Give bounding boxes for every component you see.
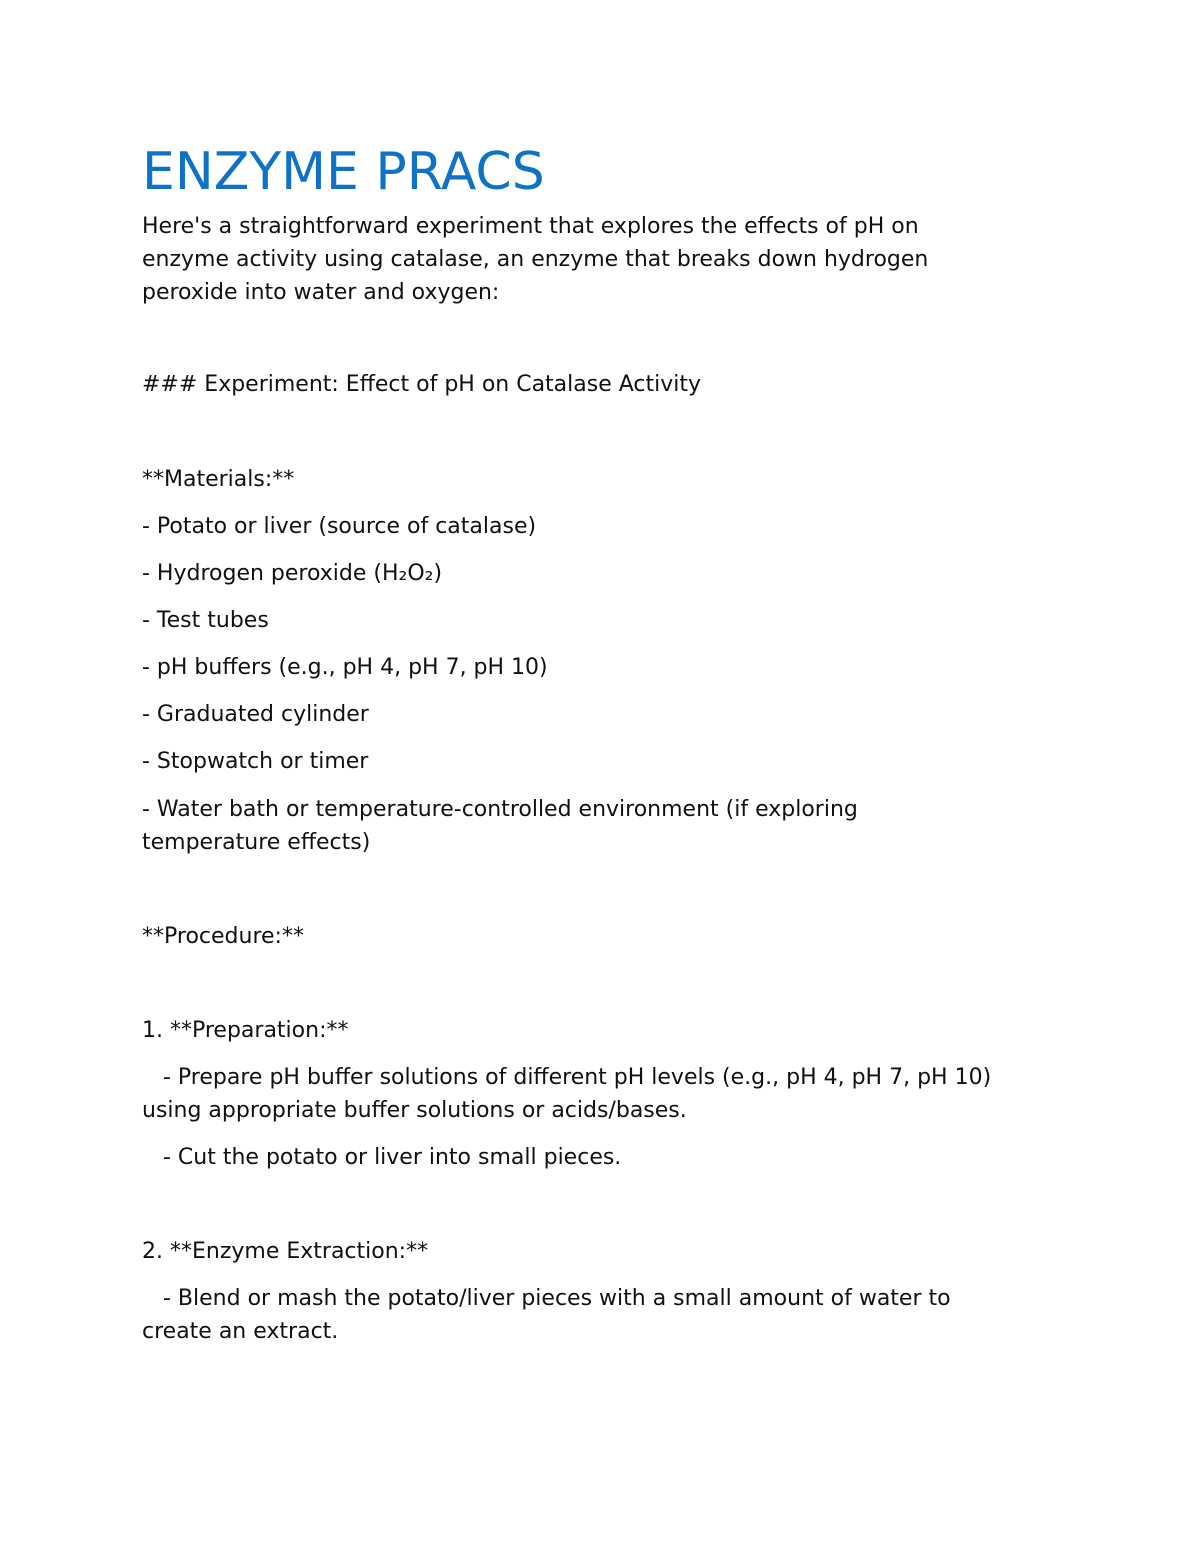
step2-item1-line-2: create an extract. [142, 1319, 339, 1344]
materials-item: - Hydrogen peroxide (H₂O₂) [142, 561, 443, 586]
document-title: ENZYME PRACS [142, 142, 545, 202]
intro-line-1: Here's a straightforward experiment that explores the effects of pH on [142, 214, 919, 239]
materials-item-last-line-1: - Water bath or temperature-controlled environment (if exploring [142, 797, 858, 822]
intro-line-3: peroxide into water and oxygen: [142, 280, 500, 305]
step2-item1-line-1: - Blend or mash the potato/liver pieces with a small amount of water to [163, 1286, 951, 1311]
procedure-heading: **Procedure:** [142, 924, 304, 949]
step1-item1-line-1: - Prepare pH buffer solutions of different pH levels (e.g., pH 4, pH 7, pH 10) [163, 1065, 992, 1090]
materials-item: - Test tubes [142, 608, 269, 633]
materials-item: - Stopwatch or timer [142, 749, 369, 774]
step1-heading: 1. **Preparation:** [142, 1018, 349, 1043]
experiment-heading: ### Experiment: Effect of pH on Catalase Activity [142, 372, 702, 397]
materials-item-last-line-2: temperature effects) [142, 830, 371, 855]
materials-item: - Potato or liver (source of catalase) [142, 514, 537, 539]
step2-heading: 2. **Enzyme Extraction:** [142, 1239, 429, 1264]
materials-item: - Graduated cylinder [142, 702, 369, 727]
materials-item: - pH buffers (e.g., pH 4, pH 7, pH 10) [142, 655, 548, 680]
materials-heading: **Materials:** [142, 467, 295, 492]
step1-item2: - Cut the potato or liver into small pieces. [163, 1145, 622, 1170]
step1-item1-line-2: using appropriate buffer solutions or acids/bases. [142, 1098, 687, 1123]
intro-line-2: enzyme activity using catalase, an enzyme that breaks down hydrogen [142, 247, 929, 272]
